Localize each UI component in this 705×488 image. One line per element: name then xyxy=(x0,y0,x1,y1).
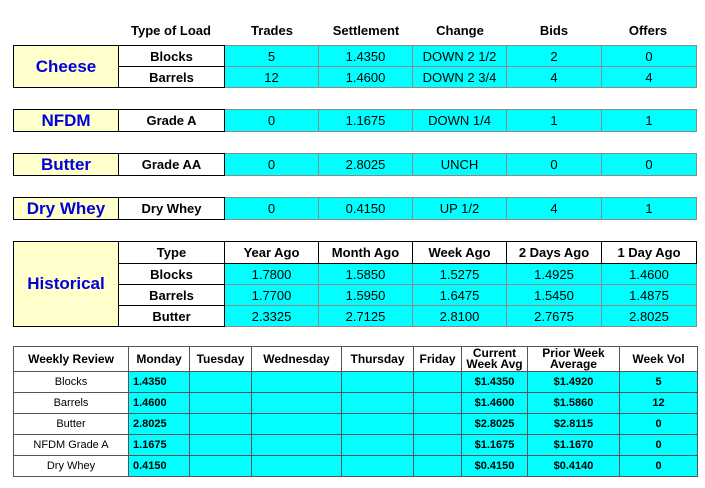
weekly-vol: 5 xyxy=(620,372,698,393)
historical-cell: 1.4875 xyxy=(602,285,697,306)
historical-header: 2 Days Ago xyxy=(507,242,602,264)
cheese-type: Barrels xyxy=(119,67,225,88)
weekly-prior-avg: $2.8115 xyxy=(528,414,620,435)
weekly-current-avg: $0.4150 xyxy=(462,456,528,477)
cheese-bids: 2 xyxy=(507,46,602,67)
weekly-header: Thursday xyxy=(342,347,414,372)
historical-cell: 1.4925 xyxy=(507,264,602,285)
cheese-offers: 0 xyxy=(602,46,697,67)
weekly-thursday xyxy=(342,393,414,414)
weekly-prior-avg: $1.4920 xyxy=(528,372,620,393)
weekly-row-name: Butter xyxy=(14,414,129,435)
weekly-wednesday xyxy=(252,372,342,393)
weekly-header: Wednesday xyxy=(252,347,342,372)
dry-whey-settlement: 0.4150 xyxy=(319,198,413,220)
weekly-thursday xyxy=(342,435,414,456)
weekly-monday: 2.8025 xyxy=(129,414,190,435)
weekly-header: Friday xyxy=(414,347,462,372)
weekly-thursday xyxy=(342,372,414,393)
butter-table xyxy=(13,153,697,176)
cheese-change: DOWN 2 3/4 xyxy=(413,67,507,88)
cheese-settlement: 1.4350 xyxy=(319,46,413,67)
historical-row-type: Blocks xyxy=(119,264,225,285)
weekly-vol: 0 xyxy=(620,456,698,477)
cheese-table xyxy=(13,45,697,88)
header-settlement: Settlement xyxy=(332,23,400,38)
historical-cell: 1.6475 xyxy=(413,285,507,306)
historical-label: Historical xyxy=(14,242,119,327)
historical-row-type: Barrels xyxy=(119,285,225,306)
weekly-current-avg: $2.8025 xyxy=(462,414,528,435)
weekly-row-name: Dry Whey xyxy=(14,456,129,477)
historical-cell: 1.5850 xyxy=(319,264,413,285)
nfdm-settlement: 1.1675 xyxy=(319,110,413,132)
weekly-header: Monday xyxy=(129,347,190,372)
weekly-friday xyxy=(414,372,462,393)
butter-type: Grade AA xyxy=(119,154,225,176)
historical-cell: 1.5275 xyxy=(413,264,507,285)
historical-cell: 1.7800 xyxy=(225,264,319,285)
butter-offers: 0 xyxy=(602,154,697,176)
weekly-current-avg: $1.1675 xyxy=(462,435,528,456)
historical-cell: 2.3325 xyxy=(225,306,319,327)
weekly-wednesday xyxy=(252,414,342,435)
nfdm-offers: 1 xyxy=(602,110,697,132)
cheese-label: Cheese xyxy=(14,46,119,88)
weekly-wednesday xyxy=(252,435,342,456)
weekly-friday xyxy=(414,456,462,477)
cheese-change: DOWN 2 1/2 xyxy=(413,46,507,67)
weekly-row xyxy=(14,435,698,456)
header-type-of-load: Type of Load xyxy=(131,23,211,38)
header-bids: Bids xyxy=(539,23,569,38)
historical-cell: 2.8100 xyxy=(413,306,507,327)
dry-whey-bids: 4 xyxy=(507,198,602,220)
dry-whey-label: Dry Whey xyxy=(14,198,119,220)
weekly-row xyxy=(14,414,698,435)
historical-cell: 1.5450 xyxy=(507,285,602,306)
weekly-thursday xyxy=(342,414,414,435)
historical-cell: 1.4600 xyxy=(602,264,697,285)
butter-bids: 0 xyxy=(507,154,602,176)
butter-settlement: 2.8025 xyxy=(319,154,413,176)
dry-whey-table xyxy=(13,197,697,220)
weekly-prior-avg: $0.4140 xyxy=(528,456,620,477)
header-offers: Offers xyxy=(628,23,668,38)
weekly-friday xyxy=(414,435,462,456)
historical-header: Year Ago xyxy=(225,242,319,264)
weekly-wednesday xyxy=(252,393,342,414)
cheese-trades: 5 xyxy=(225,46,319,67)
historical-header: Month Ago xyxy=(319,242,413,264)
dry-whey-trades: 0 xyxy=(225,198,319,220)
weekly-tuesday xyxy=(190,372,252,393)
weekly-thursday xyxy=(342,456,414,477)
weekly-row-name: Barrels xyxy=(14,393,129,414)
cheese-offers: 4 xyxy=(602,67,697,88)
weekly-row xyxy=(14,393,698,414)
weekly-review-table xyxy=(13,346,698,477)
header-change: Change xyxy=(436,23,484,38)
weekly-friday xyxy=(414,393,462,414)
historical-table xyxy=(13,241,697,327)
weekly-header: Weekly Review xyxy=(14,347,129,372)
historical-cell: 1.7700 xyxy=(225,285,319,306)
weekly-row xyxy=(14,372,698,393)
nfdm-table xyxy=(13,109,697,132)
nfdm-bids: 1 xyxy=(507,110,602,132)
weekly-tuesday xyxy=(190,456,252,477)
historical-row-type: Butter xyxy=(119,306,225,327)
weekly-monday: 1.1675 xyxy=(129,435,190,456)
weekly-vol: 12 xyxy=(620,393,698,414)
weekly-row-name: NFDM Grade A xyxy=(14,435,129,456)
cheese-type: Blocks xyxy=(119,46,225,67)
weekly-current-avg: $1.4350 xyxy=(462,372,528,393)
weekly-prior-avg: $1.1670 xyxy=(528,435,620,456)
dry-whey-offers: 1 xyxy=(602,198,697,220)
header-trades: Trades xyxy=(251,23,293,38)
historical-cell: 2.8025 xyxy=(602,306,697,327)
butter-label: Butter xyxy=(14,154,119,176)
nfdm-change: DOWN 1/4 xyxy=(413,110,507,132)
cheese-bids: 4 xyxy=(507,67,602,88)
historical-header: Type xyxy=(119,242,225,264)
butter-trades: 0 xyxy=(225,154,319,176)
weekly-header: Tuesday xyxy=(190,347,252,372)
weekly-row-name: Blocks xyxy=(14,372,129,393)
weekly-wednesday xyxy=(252,456,342,477)
historical-header: 1 Day Ago xyxy=(602,242,697,264)
historical-cell: 1.5950 xyxy=(319,285,413,306)
weekly-header: Week Vol xyxy=(620,347,698,372)
cheese-settlement: 1.4600 xyxy=(319,67,413,88)
weekly-vol: 0 xyxy=(620,414,698,435)
dry-whey-type: Dry Whey xyxy=(119,198,225,220)
nfdm-type: Grade A xyxy=(119,110,225,132)
weekly-tuesday xyxy=(190,393,252,414)
weekly-header: Current Week Avg xyxy=(462,347,528,372)
weekly-monday: 1.4350 xyxy=(129,372,190,393)
weekly-vol: 0 xyxy=(620,435,698,456)
historical-cell: 2.7675 xyxy=(507,306,602,327)
nfdm-trades: 0 xyxy=(225,110,319,132)
historical-cell: 2.7125 xyxy=(319,306,413,327)
weekly-tuesday xyxy=(190,435,252,456)
weekly-header: Prior Week Average xyxy=(528,347,620,372)
weekly-tuesday xyxy=(190,414,252,435)
weekly-row xyxy=(14,456,698,477)
weekly-current-avg: $1.4600 xyxy=(462,393,528,414)
weekly-monday: 1.4600 xyxy=(129,393,190,414)
weekly-monday: 0.4150 xyxy=(129,456,190,477)
weekly-friday xyxy=(414,414,462,435)
historical-header: Week Ago xyxy=(413,242,507,264)
nfdm-label: NFDM xyxy=(14,110,119,132)
dry-whey-change: UP 1/2 xyxy=(413,198,507,220)
weekly-prior-avg: $1.5860 xyxy=(528,393,620,414)
butter-change: UNCH xyxy=(413,154,507,176)
cheese-trades: 12 xyxy=(225,67,319,88)
